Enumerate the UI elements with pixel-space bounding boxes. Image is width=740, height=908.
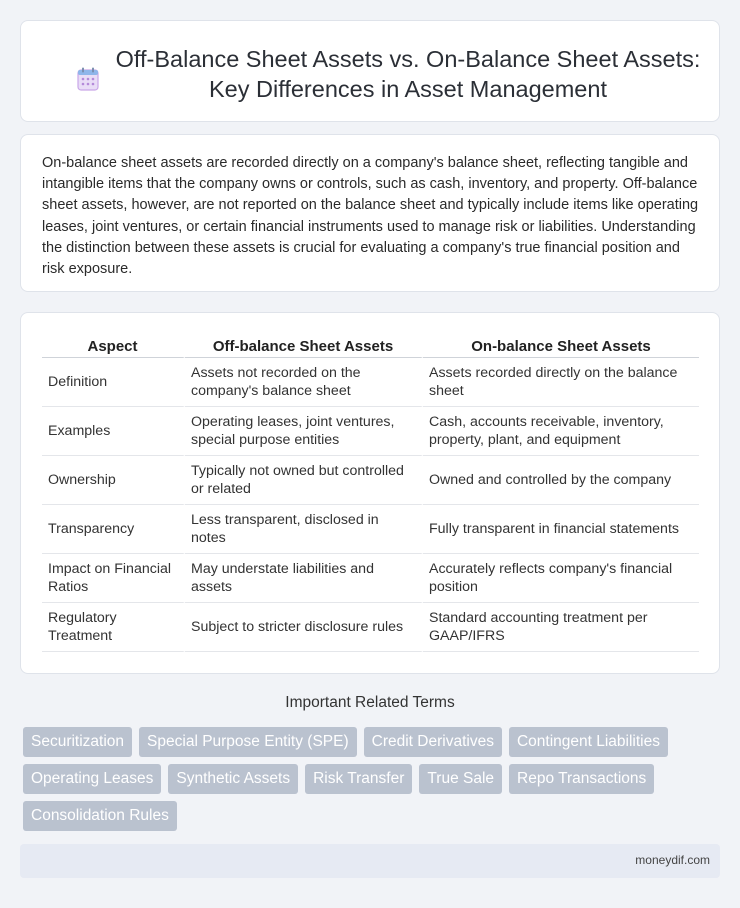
title-card: [20, 20, 720, 122]
table-row: [42, 358, 699, 407]
tag-risk-transfer[interactable]: Risk Transfer: [305, 764, 412, 794]
related-terms-list: [23, 727, 703, 831]
table-header-row: [42, 334, 699, 358]
row-off-balance: Typically not owned but controlled or related: [185, 456, 423, 505]
comparison-table-card: [20, 312, 720, 674]
row-aspect: Regulatory Treatment: [42, 603, 185, 652]
header-aspect: Aspect: [42, 334, 185, 358]
table-row: [42, 603, 699, 652]
tag-contingent-liabilities[interactable]: Contingent Liabilities: [509, 727, 668, 757]
row-on-balance: Owned and controlled by the company: [423, 456, 699, 505]
tag-operating-leases[interactable]: Operating Leases: [23, 764, 161, 794]
tag-credit-derivatives[interactable]: Credit Derivatives: [364, 727, 502, 757]
intro-card: [20, 134, 720, 292]
tag-consolidation-rules[interactable]: Consolidation Rules: [23, 801, 177, 831]
page-title: Off-Balance Sheet Assets vs. On-Balance Sheet Assets: Key Differences in Asset Management: [115, 46, 701, 102]
tag-repo-transactions[interactable]: Repo Transactions: [509, 764, 654, 794]
row-on-balance: Cash, accounts receivable, inventory, property, plant, and equipment: [423, 407, 699, 456]
table-row: [42, 554, 699, 603]
table-row: [42, 456, 699, 505]
row-off-balance: Subject to stricter disclosure rules: [185, 603, 423, 652]
row-on-balance: Fully transparent in financial statements: [423, 505, 699, 554]
row-off-balance: Operating leases, joint ventures, special purpose entities: [185, 407, 423, 456]
calendar-icon: [77, 67, 99, 91]
tag-securitization[interactable]: Securitization: [23, 727, 132, 757]
table-row: [42, 407, 699, 456]
row-on-balance: Accurately reflects company's financial position: [423, 554, 699, 603]
row-on-balance: Assets recorded directly on the balance sheet: [423, 358, 699, 407]
row-aspect: Definition: [42, 358, 185, 407]
row-aspect: Transparency: [42, 505, 185, 554]
tag-synthetic-assets[interactable]: Synthetic Assets: [168, 764, 298, 794]
intro-paragraph: On-balance sheet assets are recorded directly on a company's balance sheet, reflecting tangible and intangible items that the company owns or controls, such as cash, inventory, and property. Off-balance sheet assets, however, are not reported on the balance sheet and typically include items like operating leases, joint ventures, or certain financial instruments used to manage risk or liabilities. Understanding the distinction between these assets is crucial for evaluating a company's true financial position and risk exposure.: [42, 155, 699, 278]
row-aspect: Ownership: [42, 456, 185, 505]
row-aspect: Examples: [42, 407, 185, 456]
footer-site-link[interactable]: moneydif.com: [635, 853, 710, 867]
related-terms-title: Important Related Terms: [285, 694, 455, 711]
tag-special-purpose-entity[interactable]: Special Purpose Entity (SPE): [139, 727, 357, 757]
header-on-balance: On-balance Sheet Assets: [423, 334, 699, 358]
row-on-balance: Standard accounting treatment per GAAP/IFRS: [423, 603, 699, 652]
footer: [20, 844, 720, 878]
table-row: [42, 505, 699, 554]
row-off-balance: Less transparent, disclosed in notes: [185, 505, 423, 554]
row-aspect: Impact on Financial Ratios: [42, 554, 185, 603]
row-off-balance: May understate liabilities and assets: [185, 554, 423, 603]
row-off-balance: Assets not recorded on the company's balance sheet: [185, 358, 423, 407]
header-off-balance: Off-balance Sheet Assets: [185, 334, 423, 358]
comparison-table: [42, 334, 699, 652]
tag-true-sale[interactable]: True Sale: [419, 764, 502, 794]
